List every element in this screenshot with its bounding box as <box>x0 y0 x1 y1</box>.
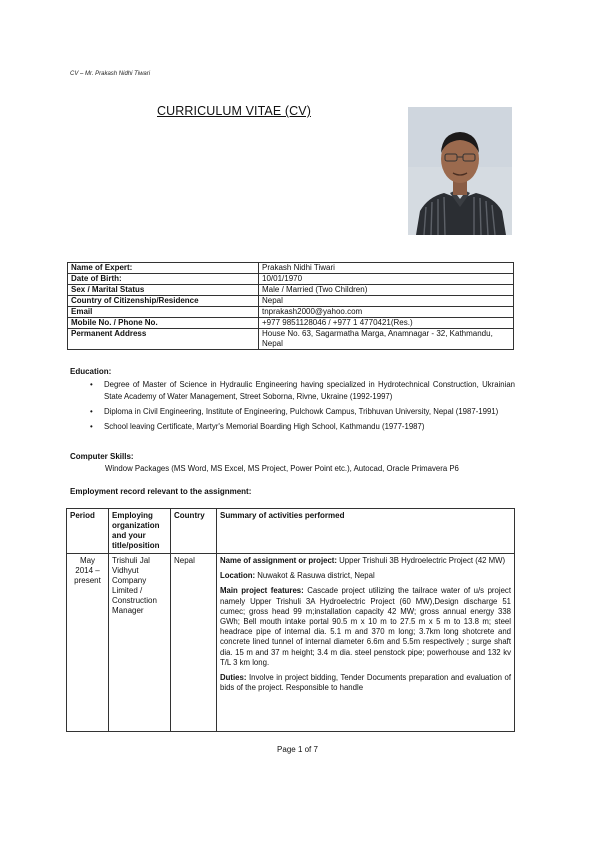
field-label: Email <box>68 307 259 318</box>
assignment-label: Name of assignment or project: <box>220 556 337 565</box>
table-row <box>68 285 514 296</box>
field-label: Date of Birth: <box>68 274 259 285</box>
list-item <box>90 379 515 403</box>
running-header: CV – Mr. Prakash Nidhi Tiwari <box>70 71 151 77</box>
bullet-icon: • <box>90 422 93 431</box>
duties-value: Involve in project bidding, Tender Documents preparation and evaluation of bids of the project. Responsible to handle <box>220 673 511 693</box>
profile-photo <box>408 107 512 235</box>
field-label: Country of Citizenship/Residence <box>68 296 259 307</box>
list-item <box>90 406 515 418</box>
employment-table <box>66 508 515 732</box>
field-value: +977 9851128046 / +977 1 4770421(Res.) <box>259 318 514 329</box>
table-row <box>68 296 514 307</box>
duties-label: Duties: <box>220 673 247 683</box>
table-row <box>68 318 514 329</box>
education-entry: School leaving Certificate, Martyr's Memorial Boarding High School, Kathmandu (1977-1987) <box>104 422 425 431</box>
features-paragraph <box>220 586 511 668</box>
table-row <box>68 307 514 318</box>
bullet-icon: • <box>90 380 93 389</box>
field-label: Sex / Marital Status <box>68 285 259 296</box>
education-entry: Degree of Master of Science in Hydraulic Engineering having specialized in Hydrotechnical Construction, Ukrainian State Academy of Water Management, Street Soborna, Rivne, Ukraine (1992-1997) <box>104 380 515 401</box>
page-number: Page 1 of 7 <box>277 745 318 754</box>
field-label: Permanent Address <box>68 329 259 350</box>
field-label: Name of Expert: <box>68 263 259 274</box>
location-value: Nuwakot & Rasuwa district, Nepal <box>257 571 375 581</box>
column-header: Summary of activities performed <box>217 509 515 554</box>
field-value: Male / Married (Two Children) <box>259 285 514 296</box>
location-label: Location: <box>220 571 256 581</box>
table-row <box>68 274 514 285</box>
field-label: Mobile No. / Phone No. <box>68 318 259 329</box>
computer-skills-heading: Computer Skills: <box>70 452 134 461</box>
column-header: Period <box>67 509 109 554</box>
assignment-value: Upper Trishuli 3B Hydroelectric Project (42 MW) <box>339 556 506 565</box>
computer-skills-text: Window Packages (MS Word, MS Excel, MS Project, Power Point etc.), Autocad, Oracle Primavera P6 <box>105 464 459 473</box>
column-header: Country <box>171 509 217 554</box>
column-header: Employing organization and your title/position <box>109 509 171 554</box>
table-row <box>68 263 514 274</box>
duties-paragraph <box>220 673 511 693</box>
features-label: Main project features: <box>220 586 304 596</box>
email-value: tnprakash2000@yahoo.com <box>259 307 514 318</box>
field-value: Prakash Nidhi Tiwari <box>259 263 514 274</box>
education-entry: Diploma in Civil Engineering, Institute of Engineering, Pulchowk Campus, Tribhuvan University, Nepal (1987-1991) <box>104 407 499 416</box>
portrait-image <box>408 107 512 235</box>
table-row <box>67 554 515 732</box>
education-heading: Education: <box>70 367 112 376</box>
field-value: 10/01/1970 <box>259 274 514 285</box>
page-title: CURRICULUM VITAE (CV) <box>157 104 311 118</box>
organization-cell: Trishuli Jal Vidhyut Company Limited / Construction Manager <box>109 554 171 732</box>
assignment-paragraph <box>220 556 511 566</box>
location-paragraph <box>220 571 511 581</box>
country-cell: Nepal <box>171 554 217 732</box>
list-item <box>90 421 515 433</box>
bullet-icon: • <box>90 407 93 416</box>
education-list <box>90 379 515 436</box>
employment-heading: Employment record relevant to the assignment: <box>70 487 252 496</box>
period-cell: May 2014 – present <box>67 554 109 732</box>
field-value: House No. 63, Sagarmatha Marga, Anamnagar - 32, Kathmandu, Nepal <box>259 329 514 350</box>
personal-details-table <box>67 262 514 350</box>
field-value: Nepal <box>259 296 514 307</box>
features-value: Cascade project utilizing the tailrace water of u/s project namely Upper Trishuli 3A Hydroelectric Project (60 MW),Design discharge 51 cumec; gross head 99 m;installation capacity 42 MW; gross annual energy 338 GWh; Bell mouth intake portal 90.5 m x 10 m to 27.5 m x 5 m to 13.8 m; steel headrace pipe of internal dia. 5.1 m and 370 m long; 3.7km long shotcrete and concrete lined tunnel of internal diameter 6.6m and 5.5m respectively ; surge shaft dia. 15 m and 37 m height; 3.4 m dia. steel penstock pipe; powerhouse and 132 kv T/L 3 km long. <box>220 586 511 667</box>
table-header-row <box>67 509 515 554</box>
table-row <box>68 329 514 350</box>
activities-cell <box>217 554 515 732</box>
